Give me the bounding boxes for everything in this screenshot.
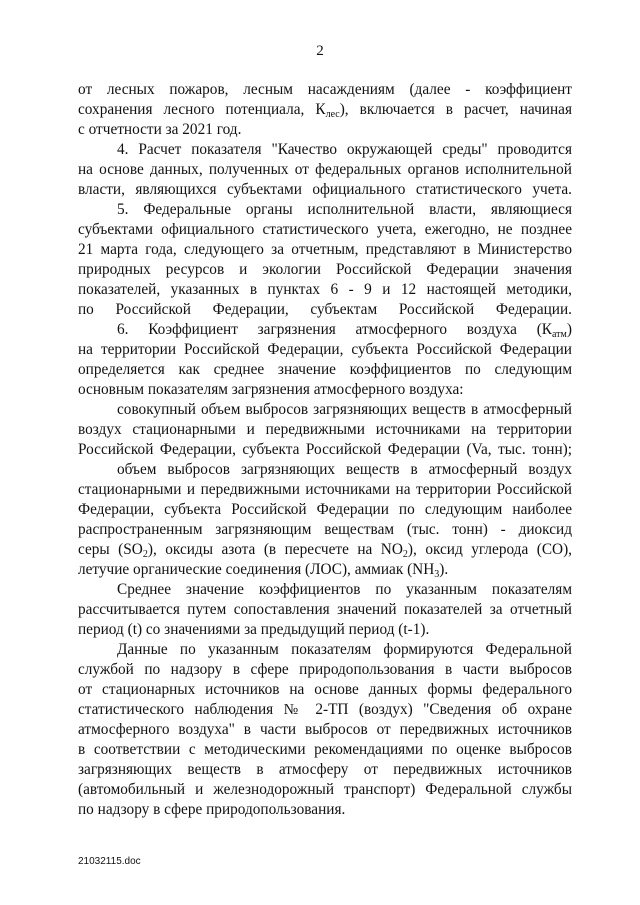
text-line: по Российской Федерации, субъектам Российской Федерации. [78, 301, 572, 318]
text-line: с отчетности за 2021 год. [78, 121, 242, 138]
text-line: сохранения лесного потенциала, $К_{лес}$), включается в расчет, начиная [78, 101, 573, 120]
text-line: стационарными и передвижными источниками на территории Российской [78, 481, 572, 498]
text-line: по надзору в сфере природопользования. [78, 801, 346, 818]
text-line: 5. Федеральные органы исполнительной власти, являющиеся [117, 201, 572, 218]
text-line: определяется как среднее значение коэффициентов по следующим [78, 361, 572, 378]
text-line: статистического наблюдения № 2-ТП (воздух) "Сведения об охране [78, 701, 572, 718]
text-line: Российской Федерации, субъекта Российской Федерации (Va, тыс. тонн); [78, 441, 572, 458]
text-line: 6. Коэффициент загрязнения атмосферного воздуха $(К_{атм})$ [117, 321, 572, 340]
text-line: на основе данных, полученных от федеральных органов исполнительной [78, 161, 572, 178]
text-line: на территории Российской Федерации, субъекта Российской Федерации [78, 341, 572, 358]
text-line: Данные по указанным показателям формируются Федеральной [117, 641, 572, 658]
text-line: от лесных пожаров, лесным насаждениям (далее - коэффициент [78, 81, 572, 98]
text-line: от стационарных источников на основе данных формы федерального [78, 681, 572, 698]
text-line: власти, являющихся субъектами официального статистического учета. [78, 181, 572, 198]
page-number: 2 [316, 43, 324, 59]
text-line: в соответствии с методическими рекомендациями по оценке выбросов [78, 741, 572, 758]
text-line: распространенным загрязняющим веществам (тыс. тонн) - диоксид [78, 521, 572, 538]
text-line: субъектами официального статистического учета, ежегодно, не позднее [78, 221, 572, 238]
text-line: объем выбросов загрязняющих веществ в атмосферный воздух [117, 461, 572, 478]
text-line: (автомобильный и железнодорожный транспорт) Федеральной службы [78, 781, 572, 798]
text-line: загрязняющих веществ в атмосферу от передвижных источников [78, 761, 572, 778]
text-line: Среднее значение коэффициентов по указанным показателям [117, 581, 572, 598]
text-line: Федерации, субъекта Российской Федерации по следующим наиболее [78, 501, 572, 518]
text-line: рассчитывается путем сопоставления значений показателей за отчетный [78, 601, 572, 618]
text-line: службой по надзору в сфере природопользования в части выбросов [78, 661, 572, 678]
text-line: 21 марта года, следующего за отчетным, представляют в Министерство [78, 241, 572, 258]
text-line: период (t) со значениями за предыдущий период (t-1). [78, 621, 430, 638]
text-line: показателей, указанных в пунктах 6 - 9 и 12 настоящей методики, [78, 281, 572, 298]
text-line: природных ресурсов и экологии Российской Федерации значения [78, 261, 572, 278]
text-line: основным показателям загрязнения атмосферного воздуха: [78, 381, 464, 398]
text-line: атмосферного воздуха" в части выбросов от передвижных источников [78, 721, 572, 738]
text-line: серы $(SO_2)$, оксиды азота (в пересчете на $NO_2$), оксид углерода (CO), [78, 541, 573, 560]
text-line: воздух стационарными и передвижными источниками на территории [78, 421, 572, 438]
text-line: летучие органические соединения (ЛОС), аммиак $(NH_3)$. [78, 561, 449, 580]
footer-filename: 21032115.doc [78, 856, 141, 867]
text-line: совокупный объем выбросов загрязняющих веществ в атмосферный [117, 401, 572, 418]
text-line: 4. Расчет показателя "Качество окружающей среды" проводится [117, 141, 572, 158]
